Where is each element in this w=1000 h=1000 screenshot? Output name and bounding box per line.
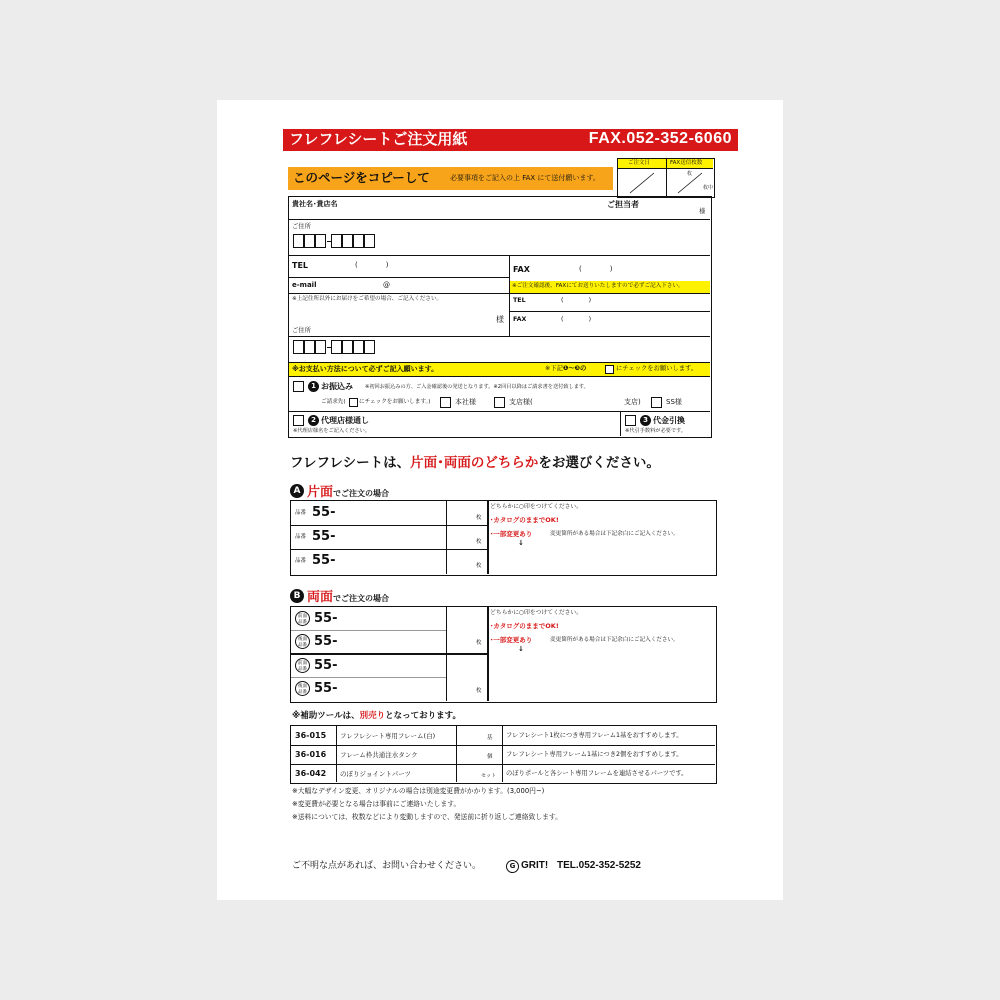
bank-transfer-note: ※初回お振込みの方、ご入金確認後の発送となります。※2回目以降はご請求書を送付致します。 [365,384,589,390]
unit-label: 枚 [476,563,482,569]
down-arrow-icon: ↓ [518,539,524,547]
down-arrow-icon: ↓ [518,645,524,653]
fax-input[interactable]: ( ) [579,265,613,273]
choose-heading-post: をお選びください。 [538,455,660,471]
cod-note: ※代引手数料が必要です。 [625,428,686,434]
tool-desc: のぼりポールと各シート専用フレームを連結させるパーツです。 [506,770,688,777]
product-code: 55- [312,553,336,568]
copy-banner [288,167,613,190]
bank-transfer-label: お振込み [321,382,353,391]
front-tag: 前面 品番 [295,611,310,626]
tool-unit: 個 [487,754,493,760]
section-b-post: でご注文の場合 [333,594,390,603]
sub-tel-input[interactable]: ( ) [561,297,592,304]
section-b-row[interactable] [291,630,446,653]
section-b-as-catalog[interactable]: ･カタログのままでOK! [490,622,559,630]
customer-info-box [288,196,712,438]
payment-bar-left: ※お支払い方法について必ずご記入願います。 [292,365,439,373]
section-a-badge: A [290,484,304,498]
option-3-badge: 3 [640,415,651,426]
person-sama: 様 [699,208,706,215]
bill-to-label: ご請求先( [321,399,346,405]
fax-number: FAX.052-352-6060 [588,130,732,147]
section-b-row[interactable] [291,607,446,630]
address2-label: ご住所 [292,327,311,334]
person-label: ご担当者 [607,200,639,209]
section-a-row[interactable] [291,501,487,525]
form-title: フレフレシートご注文用紙 [289,130,468,148]
unit-label: 枚 [476,688,482,694]
order-date-slash [622,171,662,195]
product-code: 55- [314,634,338,649]
section-b-partial-change[interactable]: ･一部変更あり [490,636,533,644]
tool-code: 36-016 [295,750,327,759]
option-2-badge: 2 [308,415,319,426]
order-form-page [217,100,783,900]
agent-note: ※代理店様名をご記入ください。 [293,428,370,434]
sub-fax-label: FAX [513,316,527,323]
section-b-heading [307,588,389,604]
section-b-table [290,606,717,703]
option-1-badge: 1 [308,381,319,392]
tool-row [291,764,715,782]
footer-tel: TEL.052-352-5252 [557,860,641,871]
ss-checkbox[interactable] [651,397,662,408]
section-a-partial-change[interactable]: ･一部変更あり [490,530,533,538]
tool-code: 36-042 [295,769,327,778]
footer-inquiry: ご不明な点があれば、お問い合わせください。 [292,861,482,871]
hinban-label: 品番 [295,510,307,516]
sub-fax-input[interactable]: ( ) [561,316,592,323]
hinban-label: 品番 [295,558,307,564]
header-bar [283,129,738,151]
honsha-label: 本社様 [455,398,476,406]
section-b-badge: B [290,589,304,603]
confirm-note: ※ご注文確認後、FAXにてお送りいたしますので必ずご記入下さい。 [512,283,684,289]
cod-label: 代金引換 [653,416,685,425]
fax-count-label: FAX送信枚数 [670,159,703,166]
order-date-box [617,158,715,198]
tools-heading-red: 別売り [359,711,386,721]
agent-checkbox[interactable] [293,415,304,426]
product-code: 55- [314,611,338,626]
shiten-checkbox[interactable] [494,397,505,408]
email-input[interactable]: @ [383,281,390,289]
agent-label: 代理店様通し [321,416,369,425]
bill-to-note: にチェックをお願いします。) [359,399,431,405]
tool-name: フレフレシート専用フレーム(白) [340,732,436,740]
front-tag: 前面 品番 [295,658,310,673]
back-tag: 後面 品番 [295,681,310,696]
tool-name: フレーム枠共通注水タンク [340,751,418,759]
back-tag: 後面 品番 [295,634,310,649]
section-a-red: 片面 [307,485,334,500]
tool-desc: フレフレシート1枚につき専用フレーム1基をおすすめします。 [506,732,683,739]
tool-name: のぼりジョイントパーツ [340,770,411,778]
bar-checkbox-sample [605,365,614,374]
tool-unit: セット [481,773,497,779]
section-a-table [290,500,717,576]
tel-label: TEL [292,261,309,270]
tool-code: 36-015 [295,731,327,740]
address-label: ご住所 [292,223,311,230]
product-code: 55- [314,658,338,673]
section-a-post: でご注文の場合 [333,489,390,498]
ship-sama: 様 [496,315,504,324]
sub-tel-label: TEL [513,297,526,304]
section-b-note4: 変更箇所がある場合は下記余白にご記入ください。 [550,637,679,643]
note-shipping: ※送料については、枚数などにより変動しますので、発送前に折り返しご連絡致します。 [292,813,562,821]
tools-heading-pre: ※補助ツールは、 [292,711,360,721]
payment-bar-right-pre: ※下記 [545,365,563,372]
tel-input[interactable]: ( ) [355,261,389,269]
tool-desc: フレフレシート専用フレーム1基につき2個をおすすめします。 [506,751,683,758]
bill-to-sample-box [349,398,358,407]
tool-row [291,726,715,745]
bank-transfer-checkbox[interactable] [293,381,304,392]
tools-heading [292,712,461,721]
grit-logo-icon: G [506,860,519,873]
tool-unit: 基 [487,735,493,741]
grit-brand: GRIT! [521,860,549,871]
payment-bar-right-nums: ❶～❸の [563,365,587,372]
choose-heading-pre: フレフレシートは、 [290,455,411,471]
shiten-close: 支店) [624,398,641,406]
section-a-note4: 変更箇所がある場合は下記余白にご記入ください。 [550,531,679,537]
note-design-change: ※大幅なデザイン変更、オリジナルの場合は別途変更費がかかります。(3,000円~) [292,787,545,795]
section-a-as-catalog[interactable]: ･カタログのままでOK! [490,516,559,524]
choose-heading-red: 片面･両面のどちらか [410,455,539,471]
choose-heading [290,457,660,471]
ship-note: ※上記住所以外にお届けをご希望の場合、ご記入ください。 [292,296,443,302]
note-change-fee: ※変更費が必要となる場合は事前にご連絡いたします。 [292,800,461,808]
section-b-row[interactable] [291,677,446,701]
tools-table [290,725,717,784]
hinban-label: 品番 [295,534,307,540]
copy-banner-note: 必要事項をご記入の上 FAX にて送付願います。 [450,174,600,182]
product-code: 55- [312,529,336,544]
tool-row [291,745,715,764]
payment-bar-right-post: にチェックをお願いします。 [616,365,698,372]
company-label: 貴社名･貴店名 [292,200,338,208]
email-label: e-mail [292,281,317,289]
copy-banner-title: このページをコピーして [293,170,430,185]
count-unit-bottom: 枚中 [703,185,714,191]
order-date-label: ご注文日 [628,159,651,166]
section-b-row[interactable] [291,654,446,677]
product-code: 55- [312,505,336,520]
shiten-label: 支店様( [509,398,533,406]
section-a-row[interactable] [291,525,487,549]
honsha-checkbox[interactable] [440,397,451,408]
section-a-heading [307,483,389,499]
unit-label: 枚 [476,539,482,545]
unit-label: 枚 [476,515,482,521]
section-a-row[interactable] [291,549,487,573]
fax-label: FAX [513,265,530,274]
section-b-note1: どちらかに○印をつけてください。 [490,610,583,616]
ss-label: SS様 [666,398,682,406]
count-unit-top: 枚 [687,171,693,177]
unit-label: 枚 [476,640,482,646]
section-b-red: 両面 [307,590,334,605]
section-a-note1: どちらかに○印をつけてください。 [490,504,583,510]
tools-heading-post: となっております。 [385,711,461,721]
product-code: 55- [314,681,338,696]
cod-checkbox[interactable] [625,415,636,426]
